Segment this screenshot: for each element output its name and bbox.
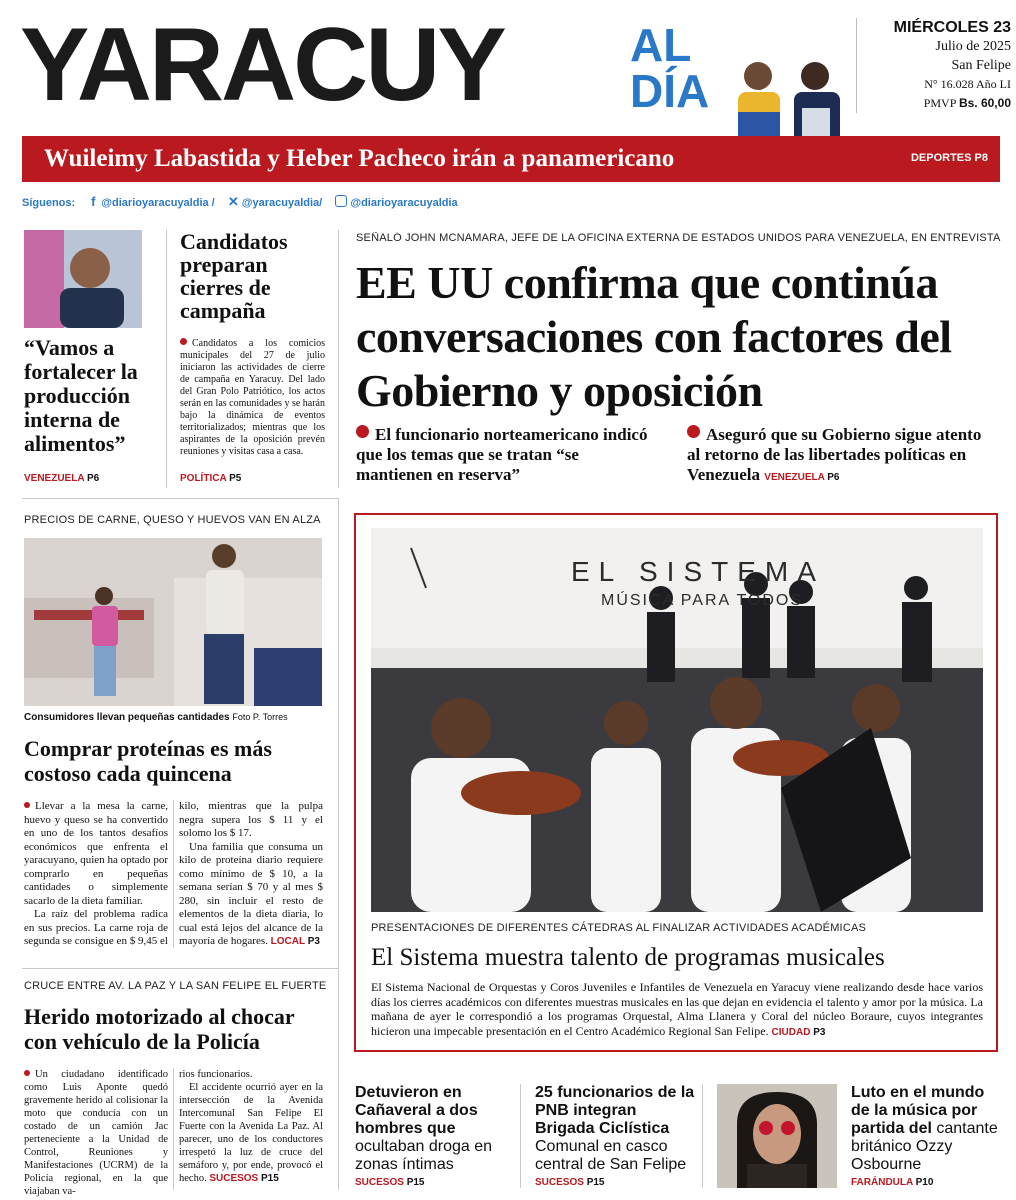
proteins-col-2b-text: Una familia que consuma un kilo de proteína diario requiere como mínimo de $ 10, a la semana serían $ 70 y al mes $ 280, sin incluir el resto de elementos de la dieta diaria, lo cual está lejos del alcance de la mayoría de hogares. (179, 840, 323, 947)
crash-section-page: P15 (261, 1173, 279, 1184)
sports-section-page: P8 (974, 152, 988, 164)
divider (338, 498, 339, 1190)
orchestra-photo (371, 528, 983, 912)
brief-1-section-label: SUCESOS (355, 1177, 404, 1188)
campaign-section-label: POLÍTICA (180, 473, 227, 484)
crash-col-2-text: rios funcionarios. (179, 1069, 253, 1080)
proteins-col-1-text: Llevar a la mesa la carne, huevo y queso se ha convertido en uno de los tantos desafíos económicos que enfrenta el yaracuyano, quien ha optado por comprarlo en pequeñas cantidades o simplemente sacarlo de la dieta familiar. (24, 800, 168, 907)
proteins-headline[interactable]: Comprar proteínas es más costoso cada quincena (24, 736, 272, 786)
brief-3-section (851, 1177, 933, 1188)
sports-banner-section (911, 152, 988, 164)
brief-2-section (535, 1177, 604, 1188)
music-body (371, 980, 983, 1040)
ozzy-photo (717, 1084, 837, 1188)
date-day: MIÉRCOLES 23 (893, 19, 1011, 36)
brief-2[interactable] (535, 1084, 695, 1174)
price-label: PMVP (923, 96, 956, 110)
lead-section-label: VENEZUELA (764, 472, 825, 483)
proteins-col-1b: La raíz del problema radica en sus precios. La carne roja de segunda se consigue en $ 9,45 el (24, 908, 168, 947)
music-section-page: P3 (813, 1026, 826, 1038)
lead-bullet-2 (687, 425, 982, 488)
x-handle[interactable]: @yaracuyaldia/ (241, 197, 323, 209)
music-headline[interactable]: El Sistema muestra talento de programas musicales (371, 944, 885, 971)
music-section-label: CIUDAD (771, 1026, 811, 1038)
quote-section-label: VENEZUELA (24, 473, 85, 484)
brief-3-section-label: FARÁNDULA (851, 1177, 913, 1188)
divider (22, 498, 338, 499)
proteins-section-label: LOCAL (270, 936, 305, 947)
brief-3-light: cantante británico Ozzy Osbourne (851, 1120, 998, 1173)
brief-2-headline (535, 1084, 695, 1174)
photo-sign-1: EL SISTEMA (571, 556, 825, 587)
divider (702, 1084, 703, 1188)
sports-banner[interactable] (22, 136, 1000, 182)
lead-headline[interactable]: EE UU confirma que continúa conversaciones con factores del Gobierno y oposición (356, 257, 952, 416)
social-bar (22, 194, 1000, 210)
brief-2-light: Comunal en casco central de San Felipe (535, 1138, 687, 1173)
divider (173, 800, 174, 948)
sports-banner-headline: Wuileimy Labastida y Heber Pacheco irán a panamericano (44, 145, 675, 172)
proteins-section (271, 936, 320, 947)
bullet-dot (356, 425, 369, 438)
proteins-col-2 (179, 800, 323, 949)
crash-section-label: SUCESOS (209, 1173, 259, 1184)
masthead-al: AL (630, 19, 692, 71)
crash-col-2b (179, 1081, 323, 1185)
proteins-kicker: PRECIOS DE CARNE, QUESO Y HUEVOS VAN EN ALZA (24, 514, 321, 526)
bullet-dot (24, 802, 30, 808)
social-label: Síguenos: (22, 197, 76, 209)
brief-2-section-label: SUCESOS (535, 1177, 584, 1188)
photo-sign-2: MÚSICA PARA TODOS (601, 592, 804, 609)
crash-col-2 (179, 1068, 323, 1185)
quote-section (24, 473, 99, 484)
supermarket-photo (24, 538, 322, 706)
issue-number: N° 16.028 Año LI (924, 77, 1011, 91)
brief-3-section-page: P10 (915, 1177, 934, 1188)
crash-section (209, 1173, 278, 1184)
lead-bullet-1 (356, 425, 651, 485)
crash-headline[interactable]: Herido motorizado al chocar con vehículo de la Policía (24, 1004, 295, 1054)
instagram-handle[interactable]: @diarioyaracuyaldia (350, 197, 458, 209)
proteins-caption-text: Consumidores llevan pequeñas cantidades (24, 712, 230, 723)
bullet-dot (180, 338, 187, 345)
date-month-year: Julio de 2025 (935, 39, 1011, 54)
brief-1-section (355, 1177, 424, 1188)
sports-section-label: DEPORTES (910, 152, 972, 164)
bullet-dot (24, 1070, 30, 1076)
quote-text[interactable]: “Vamos a fortalecer la producción interna de alimentos” (24, 335, 138, 456)
proteins-col-1 (24, 800, 168, 949)
divider (173, 1068, 174, 1190)
crash-col-1-text: Un ciudadano identificado como Luis Aponte quedó gravemente herido al colisionar la moto que conducía con un costado de un camión Jac perteneciente a la Unidad de Control, Reuniones y Manifestaciones (UCRM) de la Policía regional, en la que viajaban va- (24, 1069, 168, 1197)
lead-section (764, 472, 839, 483)
brief-1-headline (355, 1084, 505, 1174)
masthead-dia: DÍA (630, 65, 710, 117)
crash-kicker: CRUCE ENTRE AV. LA PAZ Y LA SAN FELIPE EL FUERTE (24, 980, 327, 992)
price (867, 94, 1011, 113)
music-body-text: El Sistema Nacional de Orquestas y Coros Juveniles e Infantiles de Venezuela en Yaracuy viene realizando desde hace varios días los cierres académicos con diferentes muestras musicales en las que dejan en evidencia el talento y amor por la música. La mañana de ayer le correspondió a los programas Orquestal, Alma Llanera y Coral del núcleo Boraure, cuyos integrantes hicieron una impecable presentación en el Centro Académico Regional San Felipe. (371, 980, 983, 1038)
divider (22, 968, 338, 969)
music-section (772, 1027, 826, 1038)
bullet-dot (687, 425, 700, 438)
proteins-credit: Foto P. Torres (232, 712, 288, 722)
price-value: Bs. 60,00 (958, 96, 1011, 110)
speaker-photo (24, 230, 142, 328)
quote-section-page: P6 (86, 473, 100, 484)
lead-bullet-2-text: Aseguró que su Gobierno sigue atento al retorno de las libertades políticas en Venezuela (687, 425, 982, 484)
campaign-headline[interactable]: Candidatos preparan cierres de campaña (180, 229, 288, 323)
proteins-section-page: P3 (307, 936, 320, 947)
brief-1-light: ocultaban droga en zonas íntimas (355, 1138, 492, 1173)
divider (166, 230, 167, 488)
brief-3-bold: Luto en el mundo de la música por partida del (851, 1084, 985, 1137)
brief-1[interactable] (355, 1084, 505, 1174)
campaign-section-page: P5 (229, 473, 242, 484)
proteins-col-2b (179, 841, 323, 949)
date-city: San Felipe (951, 58, 1011, 73)
brief-3[interactable] (851, 1084, 1001, 1174)
brief-1-section-page: P15 (406, 1177, 425, 1188)
music-kicker: PRESENTACIONES DE DIFERENTES CÁTEDRAS AL FINALIZAR ACTIVIDADES ACADÉMICAS (371, 922, 867, 934)
crash-col-1 (24, 1068, 168, 1198)
brief-3-headline (851, 1084, 1001, 1174)
lead-bullet-1-text: El funcionario norteamericano indicó que los temas que se tratan “se mantienen en reserva” (356, 425, 648, 484)
campaign-body (180, 338, 325, 458)
divider (338, 230, 339, 488)
date-block (856, 18, 1011, 113)
instagram-icon (335, 195, 347, 207)
proteins-col-2-text: kilo, mientras que la pulpa negra supera los $ 11 y el solomo los $ 17. (179, 800, 323, 839)
crash-col-2b-text: El accidente ocurrió ayer en la intersección de la Avenida Intercomunal San Felipe El Fuerte con la Avenida La Paz. Al parecer, uno de los conductores irrespetó la luz de cruce del semáforo y, por ende, provocó el hecho. (179, 1082, 323, 1184)
facebook-handle[interactable]: @diarioyaracuyaldia / (101, 197, 215, 209)
brief-2-bold: 25 funcionarios de la PNB integran Brigada Ciclística (535, 1084, 695, 1137)
masthead-title: YARACUY (20, 7, 504, 123)
divider (520, 1084, 521, 1188)
facebook-icon: f (91, 194, 96, 209)
brief-1-bold: Detuvieron en Cañaveral a dos hombres que (355, 1084, 478, 1137)
lead-kicker: SEÑALÓ JOHN MCNAMARA, JEFE DE LA OFICINA EXTERNA DE ESTADOS UNIDOS PARA VENEZUELA, EN ENTREVISTA (356, 232, 1001, 244)
campaign-section (180, 473, 241, 484)
campaign-body-text: Candidatos a los comicios municipales del 27 de julio iniciaron las actividades de cierre de campaña en Yaracuy. Del lado del Gran Polo Patriótico, los actos serán en las comunidades y se harán bajo la dinámica de eventos territorializados; mientras que los aspirantes de la oposición prevén reuniones y visitas casa a casa. (180, 338, 325, 457)
brief-2-section-page: P15 (586, 1177, 605, 1188)
proteins-caption (24, 712, 288, 723)
lead-section-page: P6 (827, 472, 840, 483)
x-icon: ✕ (227, 194, 239, 209)
